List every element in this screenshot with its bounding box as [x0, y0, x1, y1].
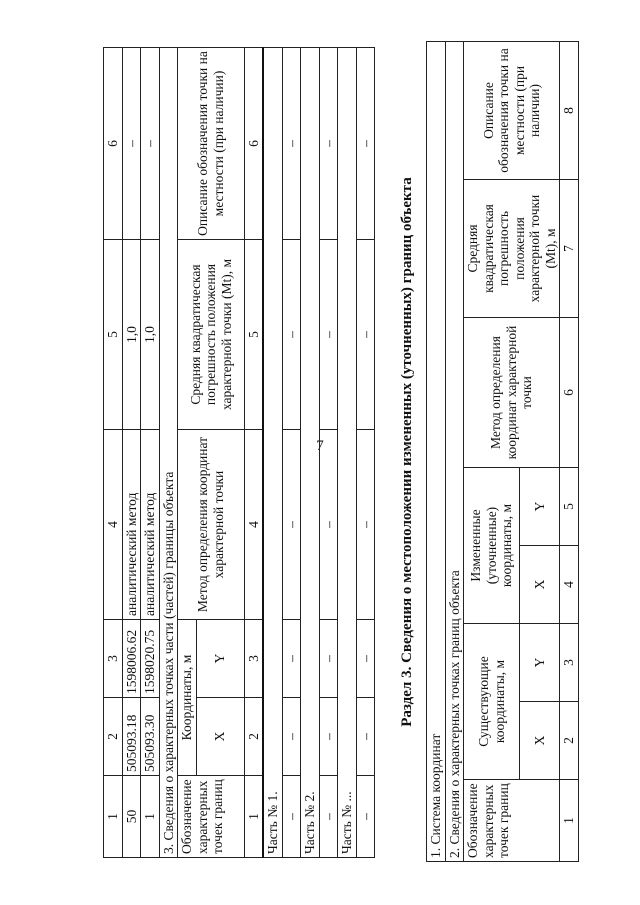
col-number-cell: 3: [104, 620, 123, 698]
dash-cell: –: [282, 698, 301, 776]
changed-coordinates-header: Измененные (уточненные) координаты, м: [464, 468, 520, 624]
dash-cell: –: [356, 48, 375, 240]
designation-header: Обозначение характерных точек границ: [178, 776, 245, 858]
dash-cell: –: [356, 776, 375, 858]
dash-cell: –: [356, 240, 375, 430]
y-header: Y: [520, 624, 560, 702]
page-number: 7: [316, 438, 324, 454]
col-number-cell: 7: [560, 180, 579, 318]
dash-cell: –: [319, 698, 338, 776]
col-number-cell: 6: [244, 48, 263, 240]
x-header: X: [520, 702, 560, 780]
method-header: Метод определения координат характерной точки: [178, 430, 245, 620]
dash-cell: –: [282, 620, 301, 698]
y-coordinate-cell: 1598006.62: [122, 620, 141, 698]
points-info-row: [445, 42, 464, 862]
dash-cell: –: [319, 776, 338, 858]
col-number-cell: 5: [560, 468, 579, 546]
accuracy-header: Средняя квадратическая погрешность положения характерной точки (Mt), м: [464, 180, 560, 318]
col-number-cell: 2: [244, 698, 263, 776]
column-number-row: [560, 42, 579, 862]
col-number-cell: 1: [560, 780, 579, 862]
dash-cell: –: [282, 776, 301, 858]
y-coordinate-cell: 1598020.75: [141, 620, 160, 698]
col-number-cell: 4: [104, 430, 123, 620]
coordinate-system-row: [427, 42, 446, 862]
part-row: [282, 48, 301, 858]
description-header: Описание обозначения точки на местности (при наличии): [464, 42, 560, 180]
method-cell: аналитический метод: [122, 430, 141, 620]
section-3-title-row: [159, 48, 178, 858]
part-row: [356, 48, 375, 858]
table-row: [122, 48, 141, 858]
part-label-row: [338, 48, 357, 858]
dash-cell: –: [356, 698, 375, 776]
changed-boundaries-table: [426, 41, 579, 862]
col-number-cell: 3: [244, 620, 263, 698]
accuracy-header: Средняя квадратическая погрешность положения характерной точки (Mt), м: [178, 240, 245, 430]
coordinate-system-label: 1. Система координат: [427, 42, 446, 862]
existing-coordinates-header: Существующие координаты, м: [464, 624, 520, 780]
y-header: Y: [520, 468, 560, 546]
col-number-cell: 2: [560, 702, 579, 780]
dash-cell: –: [356, 620, 375, 698]
col-number-cell: 5: [104, 240, 123, 430]
col-number-cell: 5: [244, 240, 263, 430]
method-header: Метод определения координат характерной точки: [464, 318, 560, 468]
point-designation-cell: 1: [141, 776, 160, 858]
x-coordinate-cell: 505093.18: [122, 698, 141, 776]
point-designation-cell: 50: [122, 776, 141, 858]
col-number-cell: 6: [104, 48, 123, 240]
method-cell: аналитический метод: [141, 430, 160, 620]
dash-cell: –: [356, 430, 375, 620]
section-title: Раздел 3. Сведения о местоположении измененных (уточненных) границ объекта: [399, 177, 415, 727]
dash-cell: –: [319, 620, 338, 698]
dash-cell: –: [282, 240, 301, 430]
header-row: [178, 48, 197, 858]
x-coordinate-cell: 505093.30: [141, 698, 160, 776]
x-header: X: [196, 698, 244, 776]
col-number-cell: 8: [560, 42, 579, 180]
dash-cell: –: [319, 430, 338, 620]
part-label: Часть № 1.: [263, 48, 282, 858]
points-info-label: 2. Сведения о характерных точках границ объекта: [445, 42, 464, 862]
description-cell: –: [141, 48, 160, 240]
part-label: Часть № 2.: [301, 48, 320, 858]
x-header: X: [520, 546, 560, 624]
col-number-cell: 4: [560, 546, 579, 624]
header-row: [464, 42, 520, 862]
part-label-row: [301, 48, 320, 858]
dash-cell: –: [319, 48, 338, 240]
table-row: [141, 48, 160, 858]
dash-cell: –: [282, 430, 301, 620]
designation-header: Обозначение характерных точек границ: [464, 780, 560, 862]
col-number-cell: 1: [244, 776, 263, 858]
part-row: [319, 48, 338, 858]
col-number-cell: 1: [104, 776, 123, 858]
col-number-cell: 3: [560, 624, 579, 702]
coordinates-header: Координаты, м: [178, 620, 197, 776]
description-cell: –: [122, 48, 141, 240]
y-header: Y: [196, 620, 244, 698]
section-3-title: 3. Сведения о характерных точках части (частей) границы объекта: [159, 48, 178, 858]
header-number-row: [244, 48, 263, 858]
accuracy-cell: 1,0: [141, 240, 160, 430]
description-header: Описание обозначения точки на местности (при наличии): [178, 48, 245, 240]
part-label-row: [263, 48, 282, 858]
dash-cell: –: [282, 48, 301, 240]
table-1-wrapper: [103, 48, 375, 858]
col-number-cell: 2: [104, 698, 123, 776]
coordinates-table: [103, 47, 375, 858]
dash-cell: –: [319, 240, 338, 430]
column-number-row: [104, 48, 123, 858]
col-number-cell: 6: [560, 318, 579, 468]
accuracy-cell: 1,0: [122, 240, 141, 430]
col-number-cell: 4: [244, 430, 263, 620]
part-label: Часть № ...: [338, 48, 357, 858]
